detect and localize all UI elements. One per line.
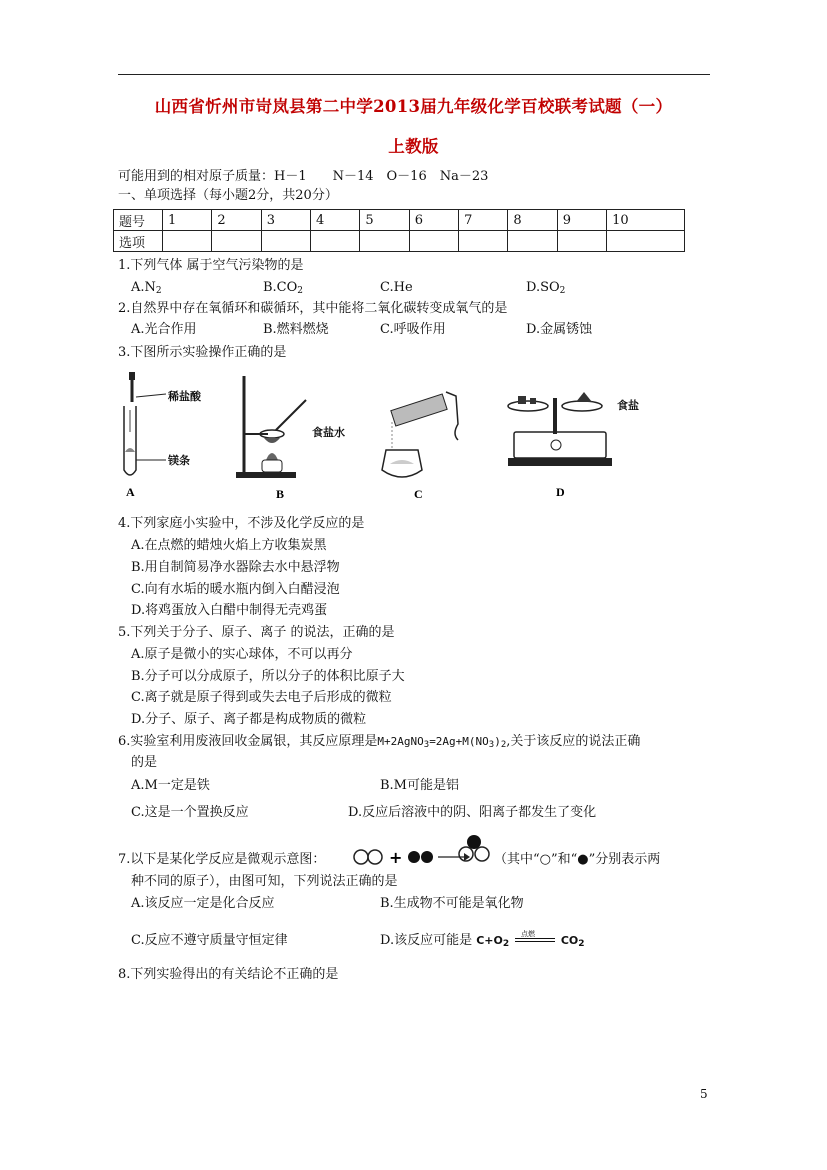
q7-stem-legend: （其中“○”和“●”分别表示两 bbox=[494, 852, 661, 867]
q7-stem-cont: 种不同的原子），由图可知，下列说法正确的是 bbox=[131, 874, 398, 889]
q5-stem: 5.下列关于分子、原子、离子 的说法，正确的是 bbox=[118, 625, 395, 640]
q6-option-d: D.反应后溶液中的阴、阳离子都发生了变化 bbox=[348, 805, 597, 820]
answer-table bbox=[113, 209, 685, 252]
table-cell: 8 bbox=[508, 210, 557, 231]
answer-cell[interactable] bbox=[212, 231, 261, 252]
table-cell: 4 bbox=[311, 210, 360, 231]
page-number: 5 bbox=[700, 1087, 708, 1101]
table-row-label: 题号 bbox=[114, 210, 163, 231]
q6-option-b: B.M可能是铝 bbox=[380, 778, 459, 793]
q5-option-d: D.分子、原子、离子都是构成物质的微粒 bbox=[131, 712, 367, 727]
q4-option-a: A.在点燃的蜡烛火焰上方收集炭黑 bbox=[131, 538, 327, 553]
q7-equation: $C+O_2$ 点燃 $CO_2$ bbox=[476, 930, 585, 949]
fig-a-label-acid: 稀盐酸 bbox=[168, 390, 201, 403]
header-rule bbox=[118, 74, 710, 75]
fig-label: C bbox=[414, 487, 423, 500]
q1-option-d: $D.SO_2$ bbox=[526, 280, 566, 296]
q7-option-a: A.该反应一定是化合反应 bbox=[131, 896, 275, 911]
q6-stem-cont: 的是 bbox=[131, 755, 158, 770]
answer-cell[interactable] bbox=[557, 231, 606, 252]
answer-cell[interactable] bbox=[409, 231, 458, 252]
answer-table-choice-row bbox=[114, 231, 685, 252]
q1-stem: 1.下列气体 属于空气污染物的是 bbox=[118, 258, 304, 273]
q7-option-b: B.生成物不可能是氧化物 bbox=[380, 896, 524, 911]
q8-stem: 8.下列实验得出的有关结论不正确的是 bbox=[118, 967, 339, 982]
q5-option-b: B.分子可以分成原子，所以分子的体积比原子大 bbox=[131, 669, 405, 684]
answer-cell[interactable] bbox=[360, 231, 409, 252]
fig-b-label-saltwater: 食盐水 bbox=[312, 426, 345, 439]
table-row-label: 选项 bbox=[114, 231, 163, 252]
q2-option-b: B.燃料燃烧 bbox=[263, 322, 329, 337]
answer-cell[interactable] bbox=[311, 231, 360, 252]
q5-option-a: A.原子是微小的实心球体，不可以再分 bbox=[131, 647, 353, 662]
table-cell: 2 bbox=[212, 210, 261, 231]
q7-option-c: C.反应不遵守质量守恒定律 bbox=[131, 933, 288, 948]
paper-subtitle: 上教版 bbox=[388, 137, 439, 156]
table-cell: 7 bbox=[459, 210, 508, 231]
q4-option-c: C.向有水垢的暖水瓶内倒入白醋浸泡 bbox=[131, 582, 340, 597]
q1-option-c: C.He bbox=[380, 280, 413, 295]
table-cell: 5 bbox=[360, 210, 409, 231]
answer-cell[interactable] bbox=[607, 231, 685, 252]
q7-reaction-diagram bbox=[352, 832, 492, 870]
q4-option-b: B.用自制简易净水器除去水中悬浮物 bbox=[131, 560, 340, 575]
q6-stem: 6.实验室利用废液回收金属银，其反应原理是$M+2AgNO_3=2Ag+M(NO_3)_2$,关于该反应的说法正确 bbox=[118, 734, 641, 750]
table-cell: 1 bbox=[163, 210, 212, 231]
section-heading: 一、单项选择（每小题2分，共20分） bbox=[118, 188, 338, 203]
q7-option-d: D.该反应可能是 $C+O_2$ 点燃 $CO_2$ bbox=[380, 930, 585, 949]
q4-option-d: D.将鸡蛋放入白醋中制得无壳鸡蛋 bbox=[131, 603, 328, 618]
answer-table-number-row bbox=[114, 210, 685, 231]
answer-cell[interactable] bbox=[163, 231, 212, 252]
fig-label: A bbox=[126, 485, 135, 499]
q1-option-a: $A.N_2$ bbox=[131, 280, 162, 296]
q6-equation: $M+2AgNO_3=2Ag+M(NO_3)_2$ bbox=[377, 735, 507, 750]
table-cell: 6 bbox=[409, 210, 458, 231]
q3-figure-c bbox=[372, 374, 472, 500]
q3-stem: 3.下图所示实验操作正确的是 bbox=[118, 345, 287, 360]
table-cell: 3 bbox=[261, 210, 310, 231]
answer-cell[interactable] bbox=[261, 231, 310, 252]
q2-stem: 2.自然界中存在氧循环和碳循环，其中能将二氧化碳转变成氧气的是 bbox=[118, 301, 508, 316]
fig-d-label-salt: 食盐 bbox=[617, 399, 639, 412]
q1-option-b: $B.CO_2$ bbox=[263, 280, 304, 296]
q7-stem: 7.以下是某化学反应是微观示意图： bbox=[118, 852, 326, 867]
atomic-masses: 可能用到的相对原子质量：H－1 N－14 O－16 Na－23 bbox=[118, 169, 489, 184]
q6-option-c: C.这是一个置换反应 bbox=[131, 805, 249, 820]
fig-label: B bbox=[276, 487, 285, 500]
fig-a-label-mg: 镁条 bbox=[168, 454, 190, 467]
q2-option-a: A.光合作用 bbox=[131, 322, 197, 337]
q6-option-a: A.M一定是铁 bbox=[131, 778, 210, 793]
svg-text:+: + bbox=[389, 848, 403, 867]
paper-title: 山西省忻州市岢岚县第二中学2013届九年级化学百校联考试题（一） bbox=[154, 97, 673, 116]
table-cell: 9 bbox=[557, 210, 606, 231]
answer-cell[interactable] bbox=[459, 231, 508, 252]
table-cell: 10 bbox=[607, 210, 685, 231]
q5-option-c: C.离子就是原子得到或失去电子后形成的微粒 bbox=[131, 690, 392, 705]
answer-cell[interactable] bbox=[508, 231, 557, 252]
q4-stem: 4.下列家庭小实验中，不涉及化学反应的是 bbox=[118, 516, 365, 531]
q2-option-d: D.金属锈蚀 bbox=[526, 322, 593, 337]
q2-option-c: C.呼吸作用 bbox=[380, 322, 446, 337]
q3-figure-d bbox=[500, 384, 630, 500]
fig-label: D bbox=[556, 485, 565, 499]
